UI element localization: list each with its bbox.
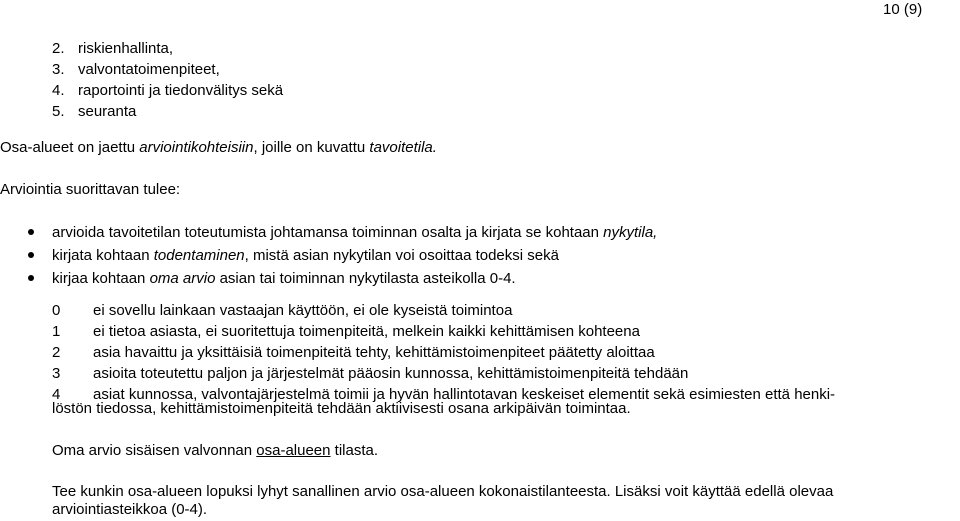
scale-level: 4	[52, 386, 61, 403]
sentence-italic-term: arviointikohteisiin	[139, 139, 254, 156]
subareas-sentence	[0, 138, 437, 158]
list-item-number: 5.	[52, 103, 65, 120]
assessment-scale	[52, 300, 835, 405]
bullet-text: kirjaa kohtaan	[52, 270, 150, 287]
bullet-icon	[28, 252, 34, 258]
bullet-text: asian tai toiminnan nykytilasta asteikolla 0-4.	[215, 270, 516, 287]
list-item	[52, 101, 283, 122]
scale-continuation: löstön tiedossa, kehittämistoimenpiteitä tehdään aktiivisesti osana arkipäivän toimintaa.	[52, 400, 631, 417]
scale-description: asiat kunnossa, valvontajärjestelmä toimii ja hyvän hallintotavan keskeiset elementit sekä esimiesten että henki-	[93, 386, 836, 403]
list-item	[52, 38, 283, 59]
page-number: 10 (9)	[883, 1, 923, 18]
bullet-text: , mistä asian nykytilan voi osoittaa todeksi sekä	[244, 247, 559, 264]
list-item	[52, 59, 283, 80]
scale-description: ei sovellu lainkaan vastaajan käyttöön, ei ole kyseistä toimintoa	[93, 302, 513, 319]
heading-underlined: osa-alueen	[256, 442, 331, 459]
scale-level: 0	[52, 302, 61, 319]
list-item-text: raportointi ja tiedonvälitys sekä	[78, 82, 284, 99]
bullet-italic: todentaminen	[153, 247, 245, 264]
scale-description: asia havaittu ja yksittäisiä toimenpiteitä tehty, kehittämistoimenpiteet päätetty aloittaa	[93, 344, 655, 361]
scale-row	[52, 300, 835, 321]
closing-paragraph-line-2: arviointiasteikkoa (0-4).	[52, 501, 208, 518]
heading-text: tilasta.	[330, 442, 379, 459]
sentence-text: , joille on kuvattu	[253, 139, 370, 156]
list-item-number: 3.	[52, 61, 65, 78]
list-item-text: riskienhallinta,	[78, 40, 174, 57]
closing-paragraph-line-1: Tee kunkin osa-alueen lopuksi lyhyt sanallinen arvio osa-alueen kokonaistilanteesta. Lisäksi voit käyttää edellä olevaa	[52, 483, 834, 500]
scale-level: 2	[52, 344, 61, 361]
scale-row	[52, 363, 835, 384]
bullet-icon	[28, 229, 34, 235]
evaluator-intro: Arviointia suorittavan tulee:	[0, 181, 181, 198]
scale-row	[52, 321, 835, 342]
sentence-italic-term: tavoitetila.	[369, 139, 437, 156]
bullet-icon	[28, 275, 34, 281]
list-item-text: valvontatoimenpiteet,	[78, 61, 220, 78]
own-assessment-heading	[52, 441, 378, 461]
bullet-item	[28, 244, 657, 267]
bullet-item	[28, 221, 657, 244]
heading-text: Oma arvio sisäisen valvonnan	[52, 442, 257, 459]
bullet-italic: nykytila,	[603, 224, 658, 241]
bullet-text: kirjata kohtaan	[52, 247, 154, 264]
bullet-text: arvioida tavoitetilan toteutumista johtamansa toiminnan osalta ja kirjata se kohtaan	[52, 224, 604, 241]
bullet-item	[28, 267, 657, 290]
scale-level: 1	[52, 323, 61, 340]
instruction-bullets	[28, 221, 657, 290]
bullet-italic: oma arvio	[149, 270, 216, 287]
sentence-text: Osa-alueet on jaettu	[0, 139, 140, 156]
scale-description: ei tietoa asiasta, ei suoritettuja toimenpiteitä, melkein kaikki kehittämisen kohteena	[93, 323, 640, 340]
scale-description: asioita toteutettu paljon ja järjestelmät pääosin kunnossa, kehittämistoimenpiteitä tehdään	[93, 365, 689, 382]
scale-level: 3	[52, 365, 61, 382]
list-item	[52, 80, 283, 101]
numbered-list	[52, 38, 283, 122]
list-item-number: 2.	[52, 40, 65, 57]
list-item-text: seuranta	[78, 103, 137, 120]
list-item-number: 4.	[52, 82, 65, 99]
scale-row	[52, 342, 835, 363]
